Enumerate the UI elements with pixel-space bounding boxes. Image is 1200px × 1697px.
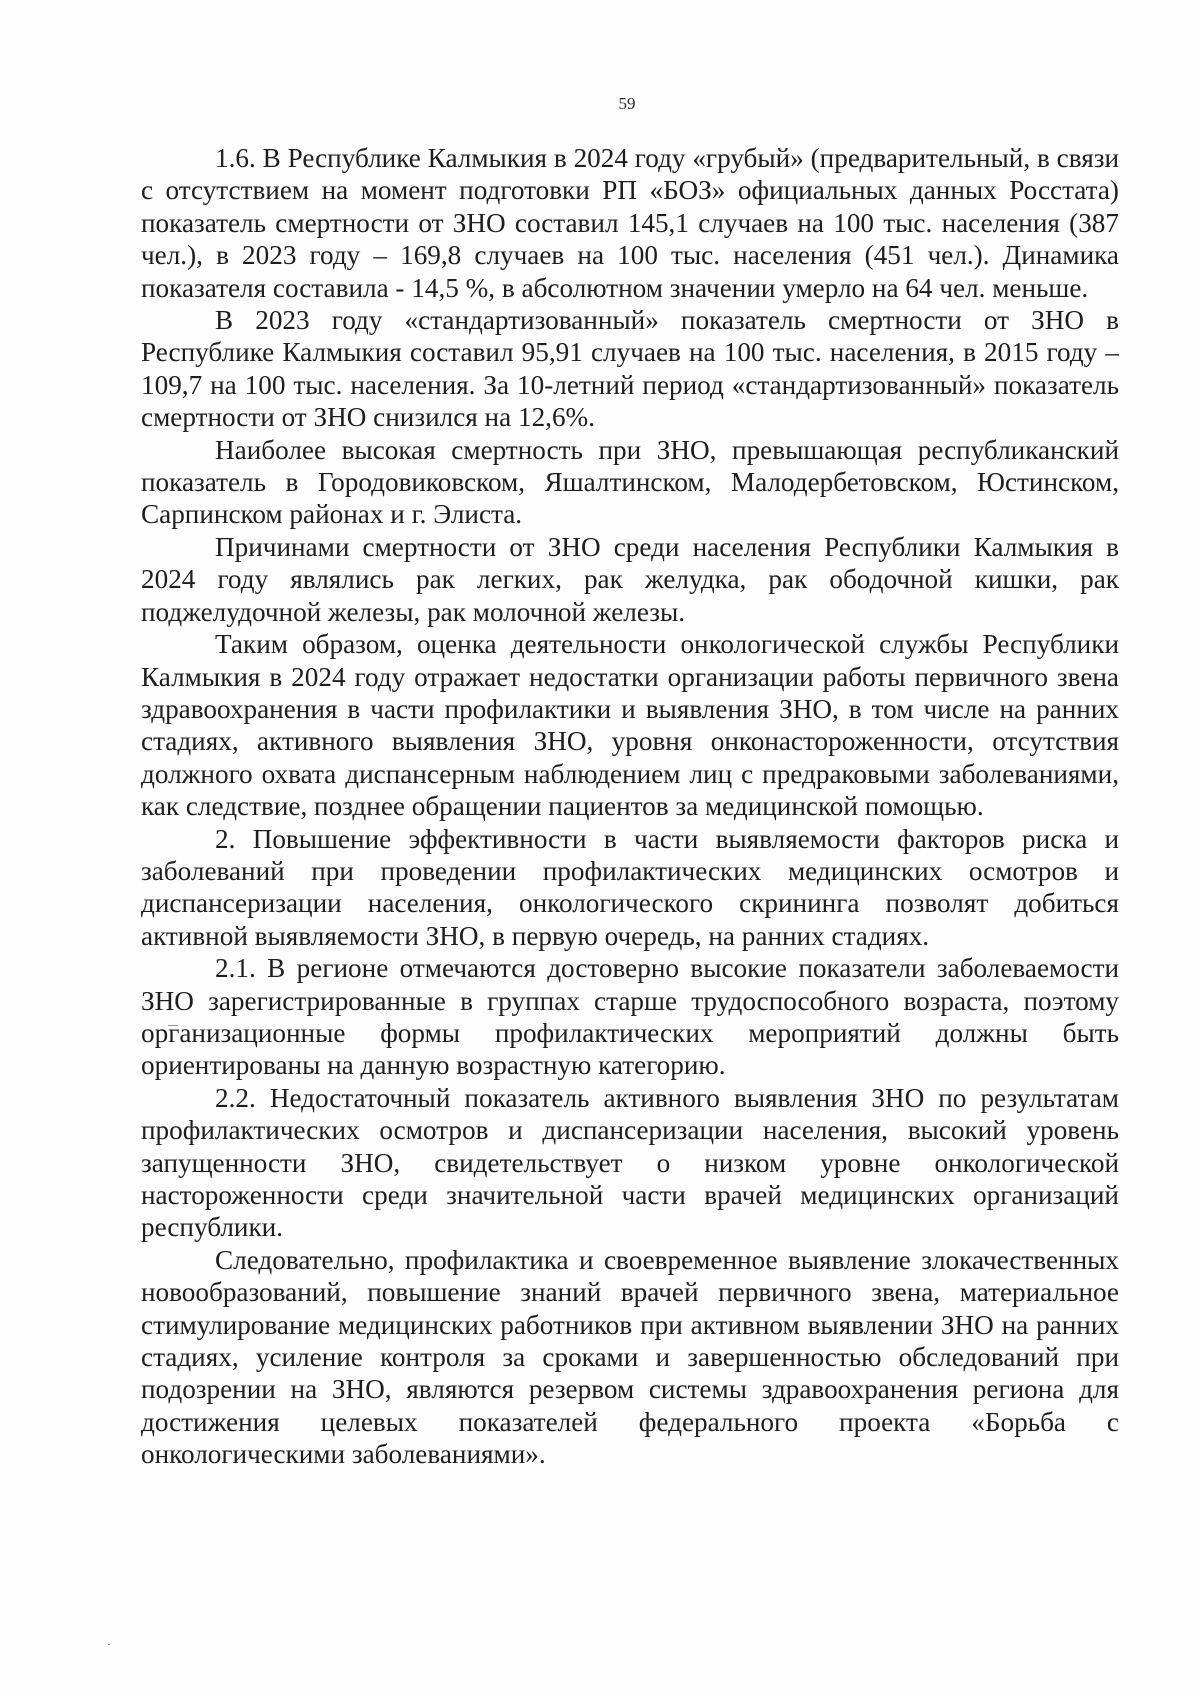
paragraph-section-2-1: 2.1. В регионе отмечаются достоверно высокие показатели заболеваемости ЗНО зарегистрированные в группах старше трудоспособного возраста, поэтому организационные формы профилактических мероприятий должны быть ориентированы на данную возрастную категорию. xyxy=(141,953,1119,1081)
paragraph-assessment-conclusion: Таким образом, оценка деятельности онкологической службы Республики Калмыкия в 2024 году отражает недостатки организации работы первичного звена здравоохранения в части профилактики и выявления ЗНО, в том числе на ранних стадиях, активного выявления ЗНО, уровня онконастороженности, отсутствия должного охвата диспансерным наблюдением лиц с предраковыми заболеваниями, как следствие, позднее обращении пациентов за медицинской помощью. xyxy=(141,629,1119,822)
paragraph-section-2-2: 2.2. Недостаточный показатель активного выявления ЗНО по результатам профилактических осмотров и диспансеризации населения, высокий уровень запущенности ЗНО, свидетельствует о низком уровне онкологической настороженности среди значительной части врачей медицинских организаций республики. xyxy=(141,1082,1119,1243)
scan-artifact-mark xyxy=(108,1644,110,1645)
paragraph-mortality-2024: 1.6. В Республике Калмыкия в 2024 году «грубый» (предварительный, в связи с отсутствием на момент подготовки РП «БОЗ» официальных данных Росстата) показатель смертности от ЗНО составил 145,1 случаев на 100 тыс. населения (387 чел.), в 2023 году – 169,8 случаев на 100 тыс. населения (451 чел.). Динамика показателя составила - 14,5 %, в абсолютном значении умерло на 64 чел. меньше. xyxy=(141,143,1119,303)
document-body xyxy=(141,142,1119,1471)
paragraph-highest-mortality-districts: Наиболее высокая смертность при ЗНО, превышающая республиканский показатель в Городовиковском, Яшалтинском, Малодербетовском, Юстинском, Сарпинском районах и г. Элиста. xyxy=(141,434,1119,530)
page-number: 59 xyxy=(618,94,636,113)
paragraph-causes-of-death: Причинами смертности от ЗНО среди населения Республики Калмыкия в 2024 году являлись рак легких, рак желудка, рак ободочной кишки, рак поджелудочной железы, рак молочной железы. xyxy=(141,531,1119,627)
paragraph-section-2: 2. Повышение эффективности в части выявляемости факторов риска и заболеваний при проведении профилактических медицинских осмотров и диспансеризации населения, онкологического скрининга позволят добиться активной выявляемости ЗНО, в первую очередь, на ранних стадиях. xyxy=(141,823,1119,951)
paragraph-standardized-mortality: В 2023 году «стандартизованный» показатель смертности от ЗНО в Республике Калмыкия составил 95,91 случаев на 100 тыс. населения, в 2015 году – 109,7 на 100 тыс. населения. За 10-летний период «стандартизованный» показатель смертности от ЗНО снизился на 12,6%. xyxy=(141,305,1119,433)
paragraph-final-conclusion: Следовательно, профилактика и своевременное выявление злокачественных новообразований, повышение знаний врачей первичного звена, материальное стимулирование медицинских работников при активном выявлении ЗНО на ранних стадиях, усиление контроля за сроками и завершенностью обследований при подозрении на ЗНО, являются резервом системы здравоохранения региона для достижения целевых показателей федерального проекта «Борьба с онкологическими заболеваниями». xyxy=(141,1244,1119,1470)
